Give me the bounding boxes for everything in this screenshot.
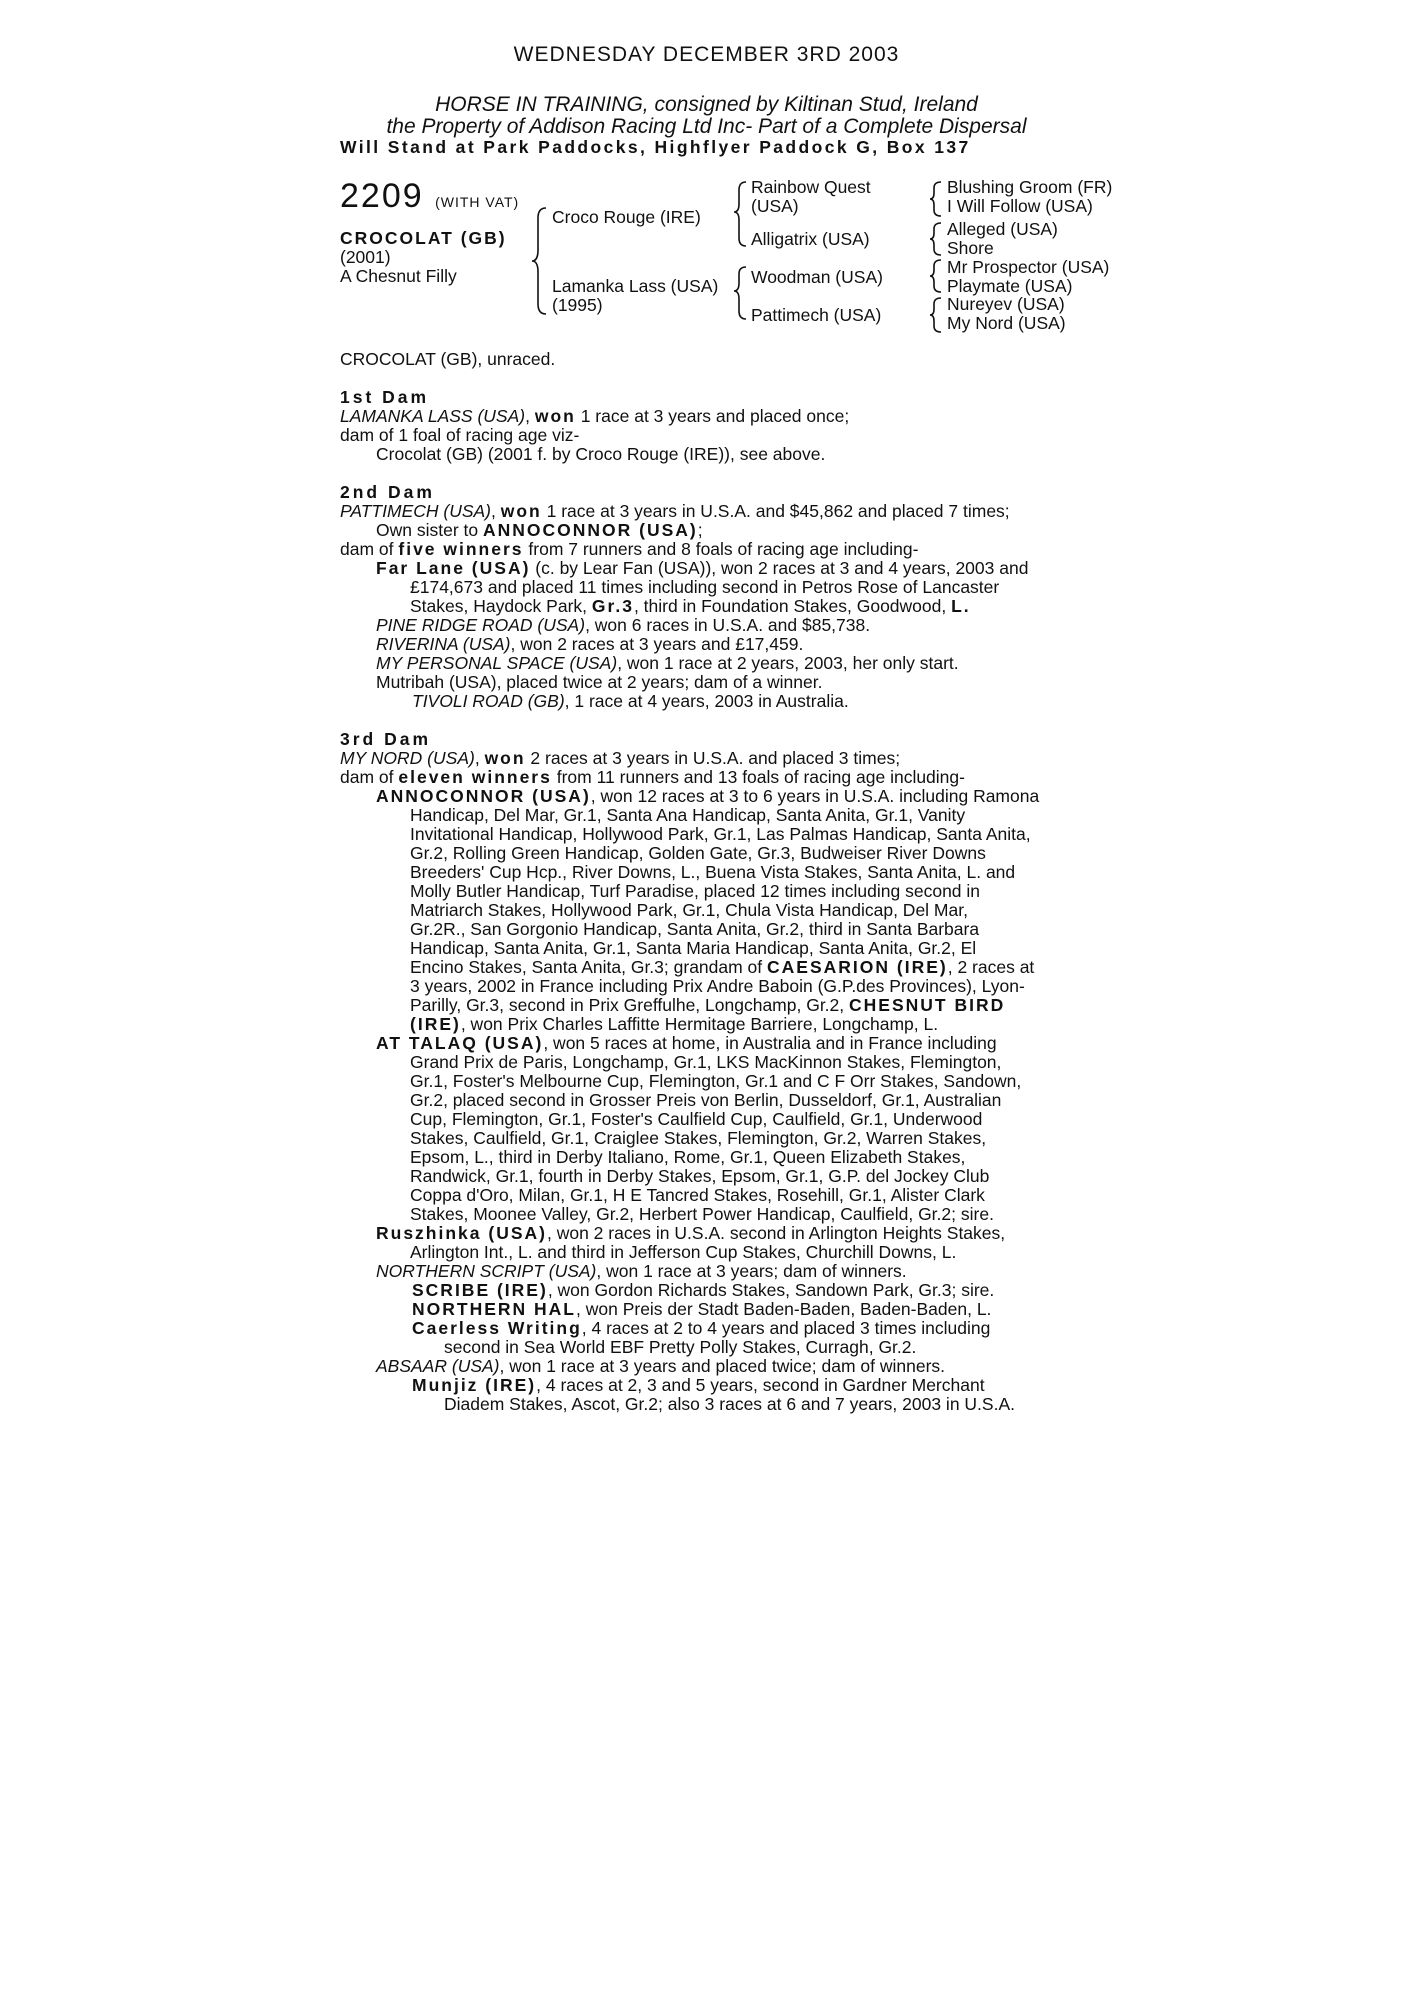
pedigree-brace-4d bbox=[930, 296, 944, 334]
pedigree-brace-sire bbox=[734, 180, 750, 248]
pedigree-ss-dam: I Will Follow (USA) bbox=[947, 196, 1093, 216]
pedigree-sire: Croco Rouge (IRE) bbox=[552, 207, 701, 227]
first-dam-produce-intro: dam of 1 foal of racing age viz- bbox=[340, 425, 580, 445]
pedigree-sire-sire-country: (USA) bbox=[751, 196, 799, 216]
first-dam-heading: 1st Dam bbox=[340, 387, 430, 407]
vat-note: (WITH VAT) bbox=[435, 194, 520, 210]
produce-entry: Ruszhinka (USA), won 2 races in U.S.A. second in Arlington Heights Stakes, bbox=[376, 1223, 1006, 1243]
produce-entry-cont: Encino Stakes, Santa Anita, Gr.3; grandam of CAESARION (IRE), 2 races at bbox=[410, 957, 1035, 977]
produce-entry-cont: Randwick, Gr.1, fourth in Derby Stakes, Epsom, Gr.1, G.P. del Jockey Club bbox=[410, 1166, 990, 1186]
pedigree-dd-dam: My Nord (USA) bbox=[947, 313, 1066, 333]
produce-entry-cont: Epsom, L., third in Derby Italiano, Rome, Gr.1, Queen Elizabeth Stakes, bbox=[410, 1147, 966, 1167]
produce-entry-cont: Cup, Flemington, Gr.1, Foster's Caulfield Cup, Caulfield, Gr.1, Underwood bbox=[410, 1109, 983, 1129]
pedigree-dam-sire: Woodman (USA) bbox=[751, 267, 883, 287]
third-dam-line: MY NORD (USA), won 2 races at 3 years in U.S.A. and placed 3 times; bbox=[340, 748, 901, 768]
grandproduce-entry-cont: Diadem Stakes, Ascot, Gr.2; also 3 races at 6 and 7 years, 2003 in U.S.A. bbox=[444, 1394, 1015, 1414]
produce-entry: ABSAAR (USA), won 1 race at 3 years and placed twice; dam of winners. bbox=[376, 1356, 946, 1376]
produce-entry: NORTHERN SCRIPT (USA), won 1 race at 3 years; dam of winners. bbox=[376, 1261, 907, 1281]
produce-entry-cont: Coppa d'Oro, Milan, Gr.1, H E Tancred Stakes, Rosehill, Gr.1, Alister Clark bbox=[410, 1185, 985, 1205]
catalogue-body bbox=[340, 350, 1080, 1414]
lot-description: A Chesnut Filly bbox=[340, 266, 457, 286]
grandproduce-entry: Munjiz (IRE), 4 races at 2, 3 and 5 years, second in Gardner Merchant bbox=[412, 1375, 985, 1395]
produce-entry: MY PERSONAL SPACE (USA), won 1 race at 2 years, 2003, her only start. bbox=[376, 653, 959, 673]
produce-entry: Mutribah (USA), placed twice at 2 years; dam of a winner. bbox=[376, 672, 823, 692]
produce-entry-cont: Handicap, Del Mar, Gr.1, Santa Ana Handicap, Santa Anita, Gr.1, Vanity bbox=[410, 805, 966, 825]
grandproduce-entry: SCRIBE (IRE), won Gordon Richards Stakes, Sandown Park, Gr.3; sire. bbox=[412, 1280, 995, 1300]
lot-name: CROCOLAT (GB) bbox=[340, 228, 507, 248]
third-dam-heading: 3rd Dam bbox=[340, 729, 432, 749]
produce-entry-cont: Arlington Int., L. and third in Jefferson Cup Stakes, Churchill Downs, L. bbox=[410, 1242, 957, 1262]
second-dam-line: PATTIMECH (USA), won 1 race at 3 years in U.S.A. and $45,862 and placed 7 times; bbox=[340, 501, 1010, 521]
produce-entry: AT TALAQ (USA), won 5 races at home, in Australia and in France including bbox=[376, 1033, 997, 1053]
pedigree-brace-4a bbox=[930, 180, 944, 218]
lot-number-block bbox=[340, 178, 519, 220]
pedigree-brace-dam bbox=[734, 265, 750, 321]
pedigree-sd-dam: Shore bbox=[947, 238, 994, 258]
second-dam-produce-intro: dam of five winners from 7 runners and 8 foals of racing age including- bbox=[340, 539, 919, 559]
consignor-line: HORSE IN TRAINING, consigned by Kiltinan Stud, Ireland bbox=[435, 93, 978, 116]
pedigree-dam-year: (1995) bbox=[552, 295, 603, 315]
produce-entry-cont: Molly Butler Handicap, Turf Paradise, placed 12 times including second in bbox=[410, 881, 981, 901]
property-line: the Property of Addison Racing Ltd Inc- Part of a Complete Dispersal bbox=[386, 115, 1027, 138]
pedigree-sire-sire: Rainbow Quest bbox=[751, 177, 871, 197]
pedigree-dam: Lamanka Lass (USA) bbox=[552, 276, 719, 296]
grandproduce-entry: TIVOLI ROAD (GB), 1 race at 4 years, 2003 in Australia. bbox=[412, 691, 849, 711]
grandproduce-entry-cont: second in Sea World EBF Pretty Polly Stakes, Curragh, Gr.2. bbox=[444, 1337, 917, 1357]
produce-entry-cont: Gr.1, Foster's Melbourne Cup, Flemington, Gr.1 and C F Orr Stakes, Sandown, bbox=[410, 1071, 1022, 1091]
pedigree-brace-4b bbox=[930, 221, 944, 257]
pedigree-dd-sire: Nureyev (USA) bbox=[947, 294, 1065, 314]
produce-entry: RIVERINA (USA), won 2 races at 3 years and £17,459. bbox=[376, 634, 804, 654]
produce-entry-cont: (IRE), won Prix Charles Laffitte Hermitage Barriere, Longchamp, L. bbox=[410, 1014, 939, 1034]
sister-line: Own sister to ANNOCONNOR (USA); bbox=[376, 520, 703, 540]
produce-entry-cont: Breeders' Cup Hcp., River Downs, L., Buena Vista Stakes, Santa Anita, L. and bbox=[410, 862, 1016, 882]
produce-entry-cont: Matriarch Stakes, Hollywood Park, Gr.1, Chula Vista Handicap, Del Mar, bbox=[410, 900, 968, 920]
horse-name: LAMANKA LASS (USA) bbox=[340, 406, 526, 426]
produce-entry-cont: Grand Prix de Paris, Longchamp, Gr.1, LKS MacKinnon Stakes, Flemington, bbox=[410, 1052, 1002, 1072]
pedigree-sire-dam: Alligatrix (USA) bbox=[751, 229, 870, 249]
sale-date: WEDNESDAY DECEMBER 3RD 2003 bbox=[513, 43, 900, 66]
produce-entry: ANNOCONNOR (USA), won 12 races at 3 to 6 years in U.S.A. including Ramona bbox=[376, 786, 1040, 806]
produce-entry: Far Lane (USA) (c. by Lear Fan (USA)), won 2 races at 3 and 4 years, 2003 and bbox=[376, 558, 1029, 578]
grandproduce-entry: NORTHERN HAL, won Preis der Stadt Baden-Baden, Baden-Baden, L. bbox=[412, 1299, 992, 1319]
lot-number: 2209 bbox=[340, 177, 424, 215]
produce-entry-cont: Stakes, Caulfield, Gr.1, Craiglee Stakes, Flemington, Gr.2, Warren Stakes, bbox=[410, 1128, 987, 1148]
produce-entry: Crocolat (GB) (2001 f. by Croco Rouge (IRE)), see above. bbox=[376, 444, 826, 464]
produce-entry-cont: Gr.2R., San Gorgonio Handicap, Santa Anita, Gr.2, third in Santa Barbara bbox=[410, 919, 980, 939]
produce-entry-cont: Stakes, Moonee Valley, Gr.2, Herbert Power Handicap, Caulfield, Gr.2; sire. bbox=[410, 1204, 994, 1224]
pedigree-dam-dam: Pattimech (USA) bbox=[751, 305, 882, 325]
pedigree-ds-dam: Playmate (USA) bbox=[947, 276, 1073, 296]
pedigree-brace-4c bbox=[930, 258, 944, 294]
first-dam-line: LAMANKA LASS (USA), won 1 race at 3 years and placed once; bbox=[340, 406, 850, 426]
produce-entry-cont: Invitational Handicap, Hollywood Park, Gr.1, Las Palmas Handicap, Santa Anita, bbox=[410, 824, 1031, 844]
produce-entry: PINE RIDGE ROAD (USA), won 6 races in U.S.A. and $85,738. bbox=[376, 615, 871, 635]
pedigree-ds-sire: Mr Prospector (USA) bbox=[947, 257, 1110, 277]
grandproduce-entry: Caerless Writing, 4 races at 2 to 4 years and placed 3 times including bbox=[412, 1318, 991, 1338]
produce-entry-cont: Stakes, Haydock Park, Gr.3, third in Foundation Stakes, Goodwood, L. bbox=[410, 596, 971, 616]
produce-entry-cont: 3 years, 2002 in France including Prix Andre Baboin (G.P.des Provinces), Lyon- bbox=[410, 976, 1025, 996]
produce-entry-cont: Gr.2, placed second in Grosser Preis von Berlin, Dusseldorf, Gr.1, Australian bbox=[410, 1090, 1002, 1110]
pedigree-brace-main bbox=[532, 206, 552, 316]
stand-location: Will Stand at Park Paddocks, Highflyer Paddock G, Box 137 bbox=[340, 137, 971, 157]
third-dam-produce-intro: dam of eleven winners from 11 runners and 13 foals of racing age including- bbox=[340, 767, 965, 787]
racing-record: CROCOLAT (GB), unraced. bbox=[340, 349, 556, 369]
second-dam-heading: 2nd Dam bbox=[340, 482, 435, 502]
lot-year: (2001) bbox=[340, 247, 391, 267]
produce-entry-cont: £174,673 and placed 11 times including second in Petros Rose of Lancaster bbox=[410, 577, 1000, 597]
produce-entry-cont: Handicap, Santa Anita, Gr.1, Santa Maria Handicap, Santa Anita, Gr.2, El bbox=[410, 938, 977, 958]
produce-entry-cont: Parilly, Gr.3, second in Prix Greffulhe, Longchamp, Gr.2, CHESNUT BIRD bbox=[410, 995, 1006, 1015]
pedigree-sd-sire: Alleged (USA) bbox=[947, 219, 1058, 239]
produce-entry-cont: Gr.2, Rolling Green Handicap, Golden Gate, Gr.3, Budweiser River Downs bbox=[410, 843, 986, 863]
pedigree-ss-sire: Blushing Groom (FR) bbox=[947, 177, 1113, 197]
